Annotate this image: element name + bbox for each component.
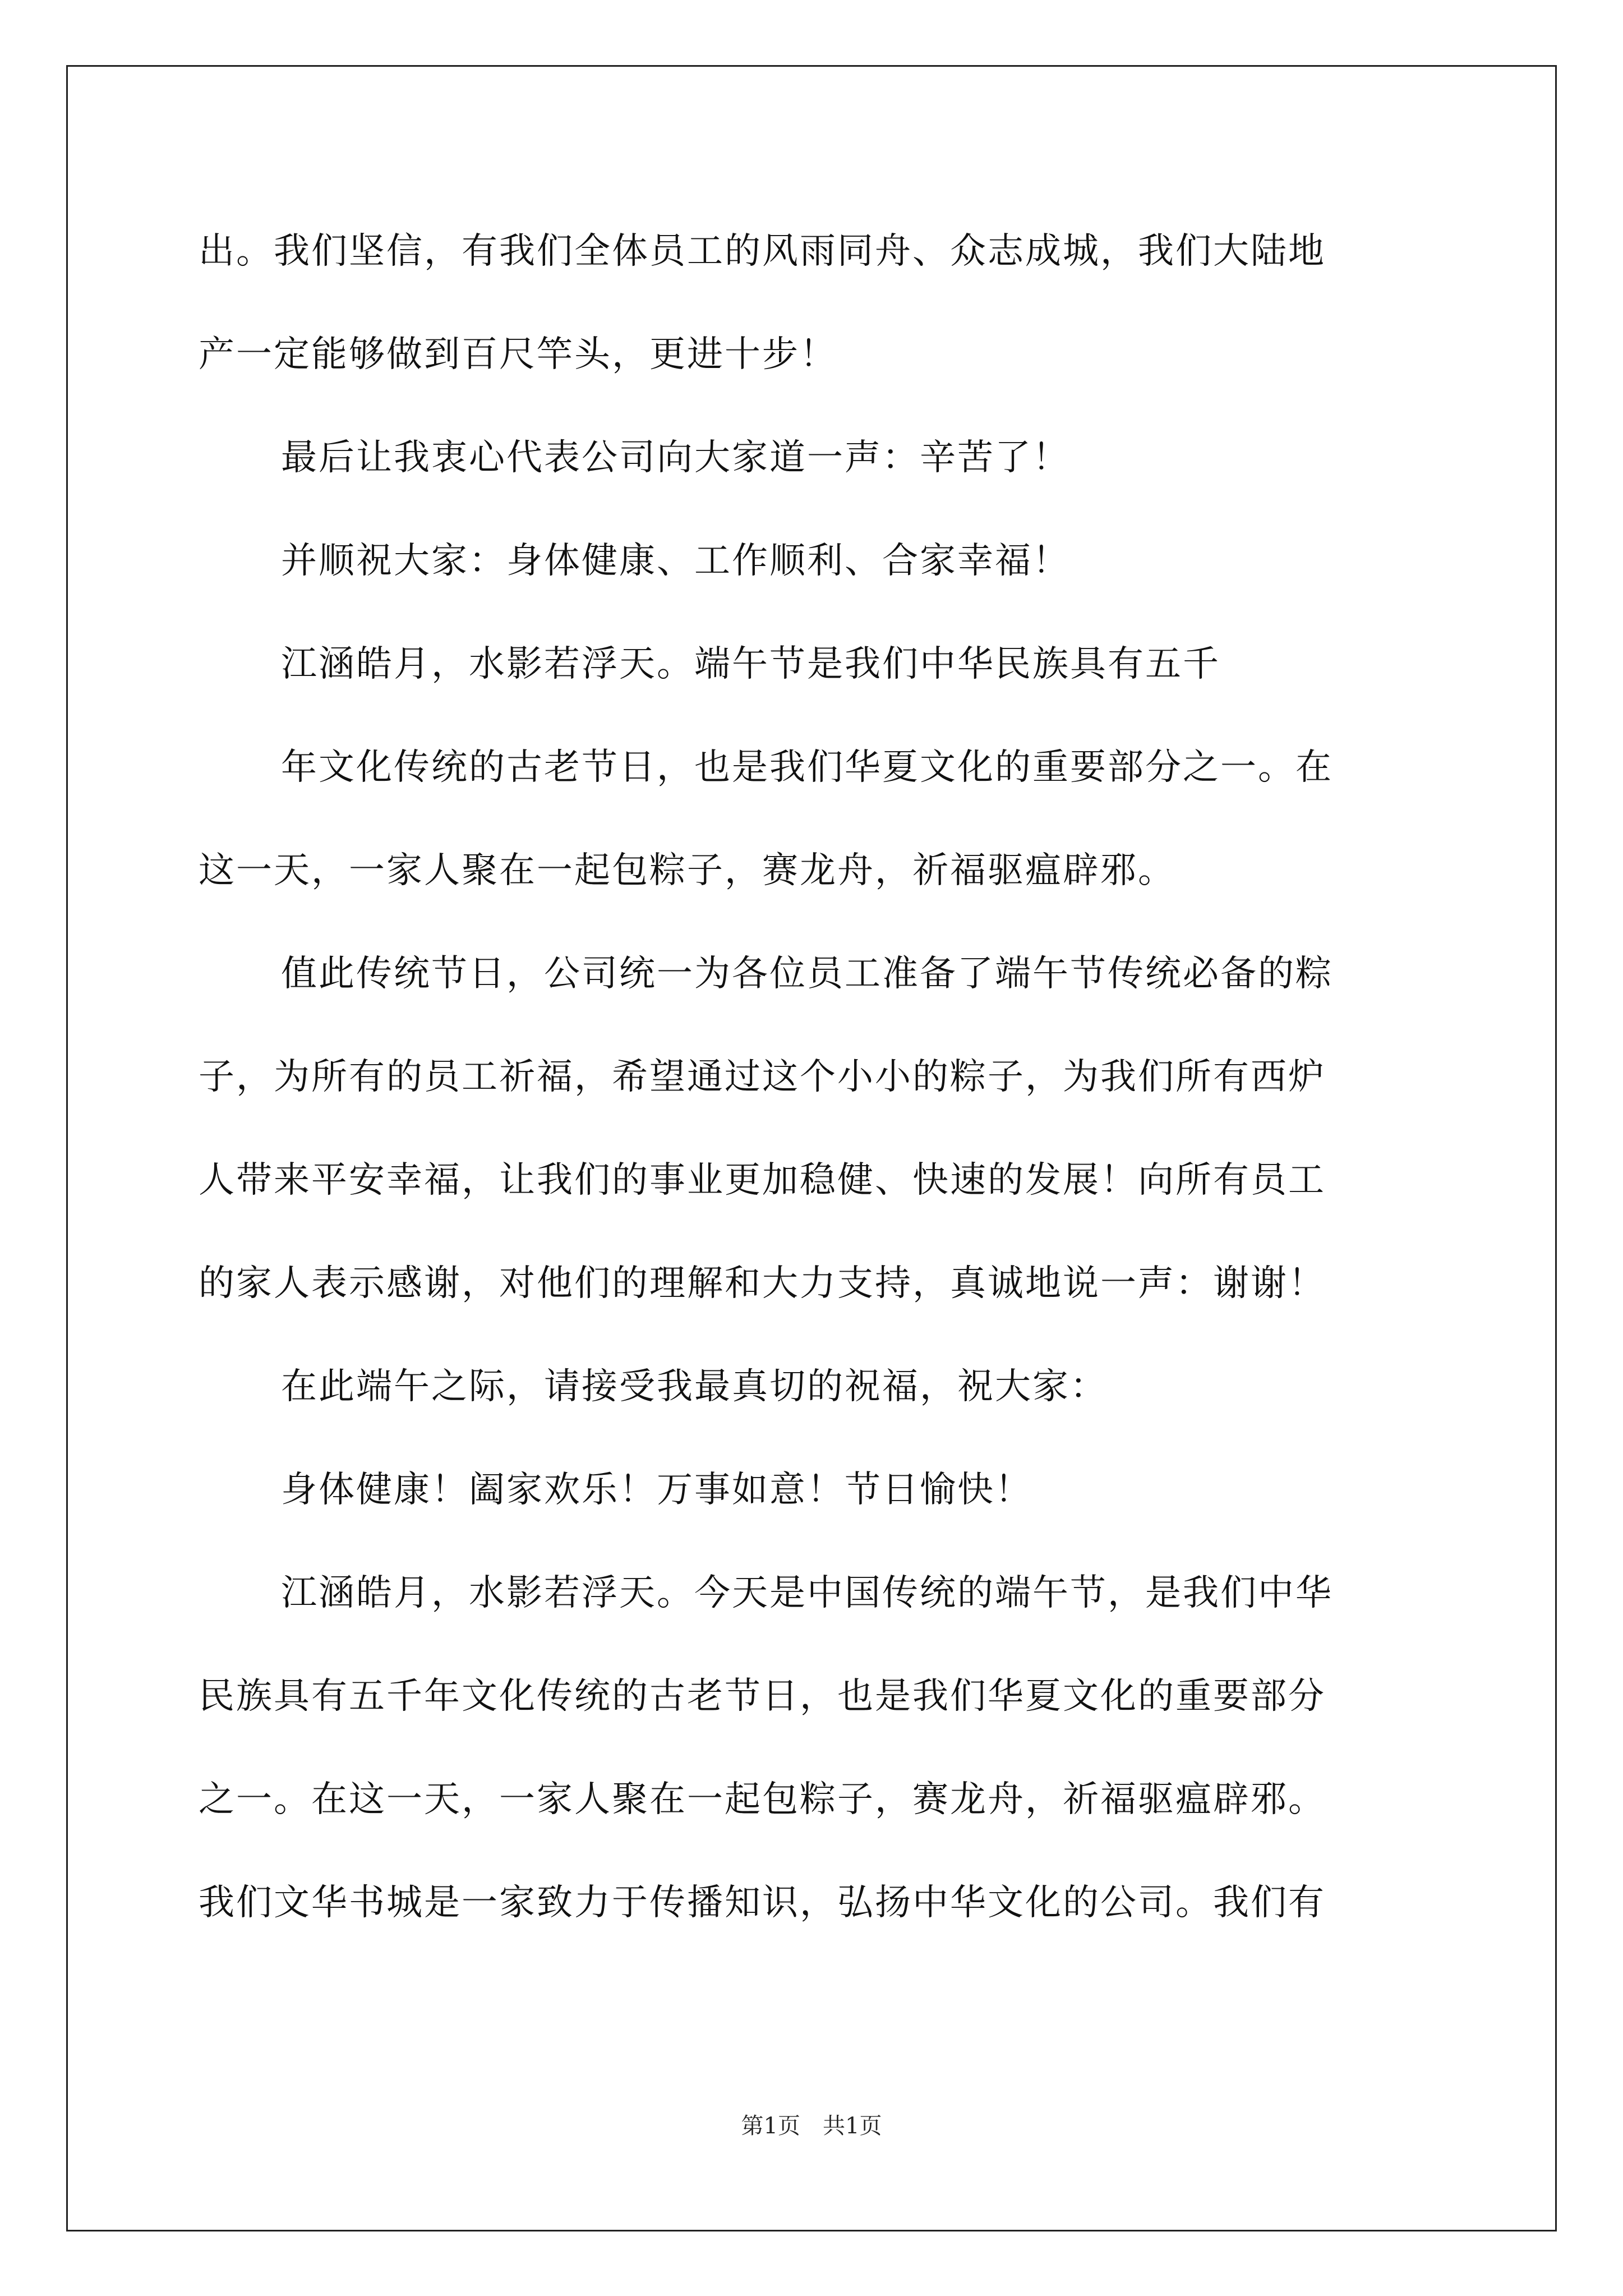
text-line: 在此端午之际，请接受我最真切的祝福，祝大家： <box>281 1366 1108 1407</box>
text-line: 并顺祝大家：身体健康、工作顺利、合家幸福！ <box>281 540 1070 582</box>
text-line: 我们文华书城是一家致力于传播知识，弘扬中华文化的公司。我们有 <box>199 1882 1326 1924</box>
text-line: 江涵皓月，水影若浮天。端午节是我们中华民族具有五千 <box>281 643 1220 685</box>
text-line: 之一。在这一天，一家人聚在一起包粽子，赛龙舟，祈福驱瘟辟邪。 <box>199 1779 1326 1820</box>
text-line: 的家人表示感谢，对他们的理解和大力支持，真诚地说一声：谢谢！ <box>199 1263 1326 1304</box>
text-line: 值此传统节日，公司统一为各位员工准备了端午节传统必备的粽 <box>281 953 1333 995</box>
text-line: 这一天，一家人聚在一起包粽子，赛龙舟，祈福驱瘟辟邪。 <box>199 850 1175 891</box>
page-footer: 第1页 共1页 <box>741 2113 882 2139</box>
text-line: 江涵皓月，水影若浮天。今天是中国传统的端午节，是我们中华 <box>281 1572 1333 1614</box>
text-line: 民族具有五千年文化传统的古老节日，也是我们华夏文化的重要部分 <box>199 1676 1326 1717</box>
text-line: 年文化传统的古老节日，也是我们华夏文化的重要部分之一。在 <box>281 747 1333 788</box>
text-line: 子，为所有的员工祈福，希望通过这个小小的粽子，为我们所有西炉 <box>199 1056 1326 1098</box>
text-line: 人带来平安幸福，让我们的事业更加稳健、快速的发展！向所有员工 <box>199 1159 1326 1201</box>
text-line: 身体健康！阖家欢乐！万事如意！节日愉快！ <box>281 1469 1032 1511</box>
text-line: 最后让我衷心代表公司向大家道一声：辛苦了！ <box>281 437 1070 478</box>
text-line: 产一定能够做到百尺竿头，更进十步！ <box>199 334 837 375</box>
text-line: 出。我们坚信，有我们全体员工的风雨同舟、众志成城，我们大陆地 <box>199 231 1326 272</box>
